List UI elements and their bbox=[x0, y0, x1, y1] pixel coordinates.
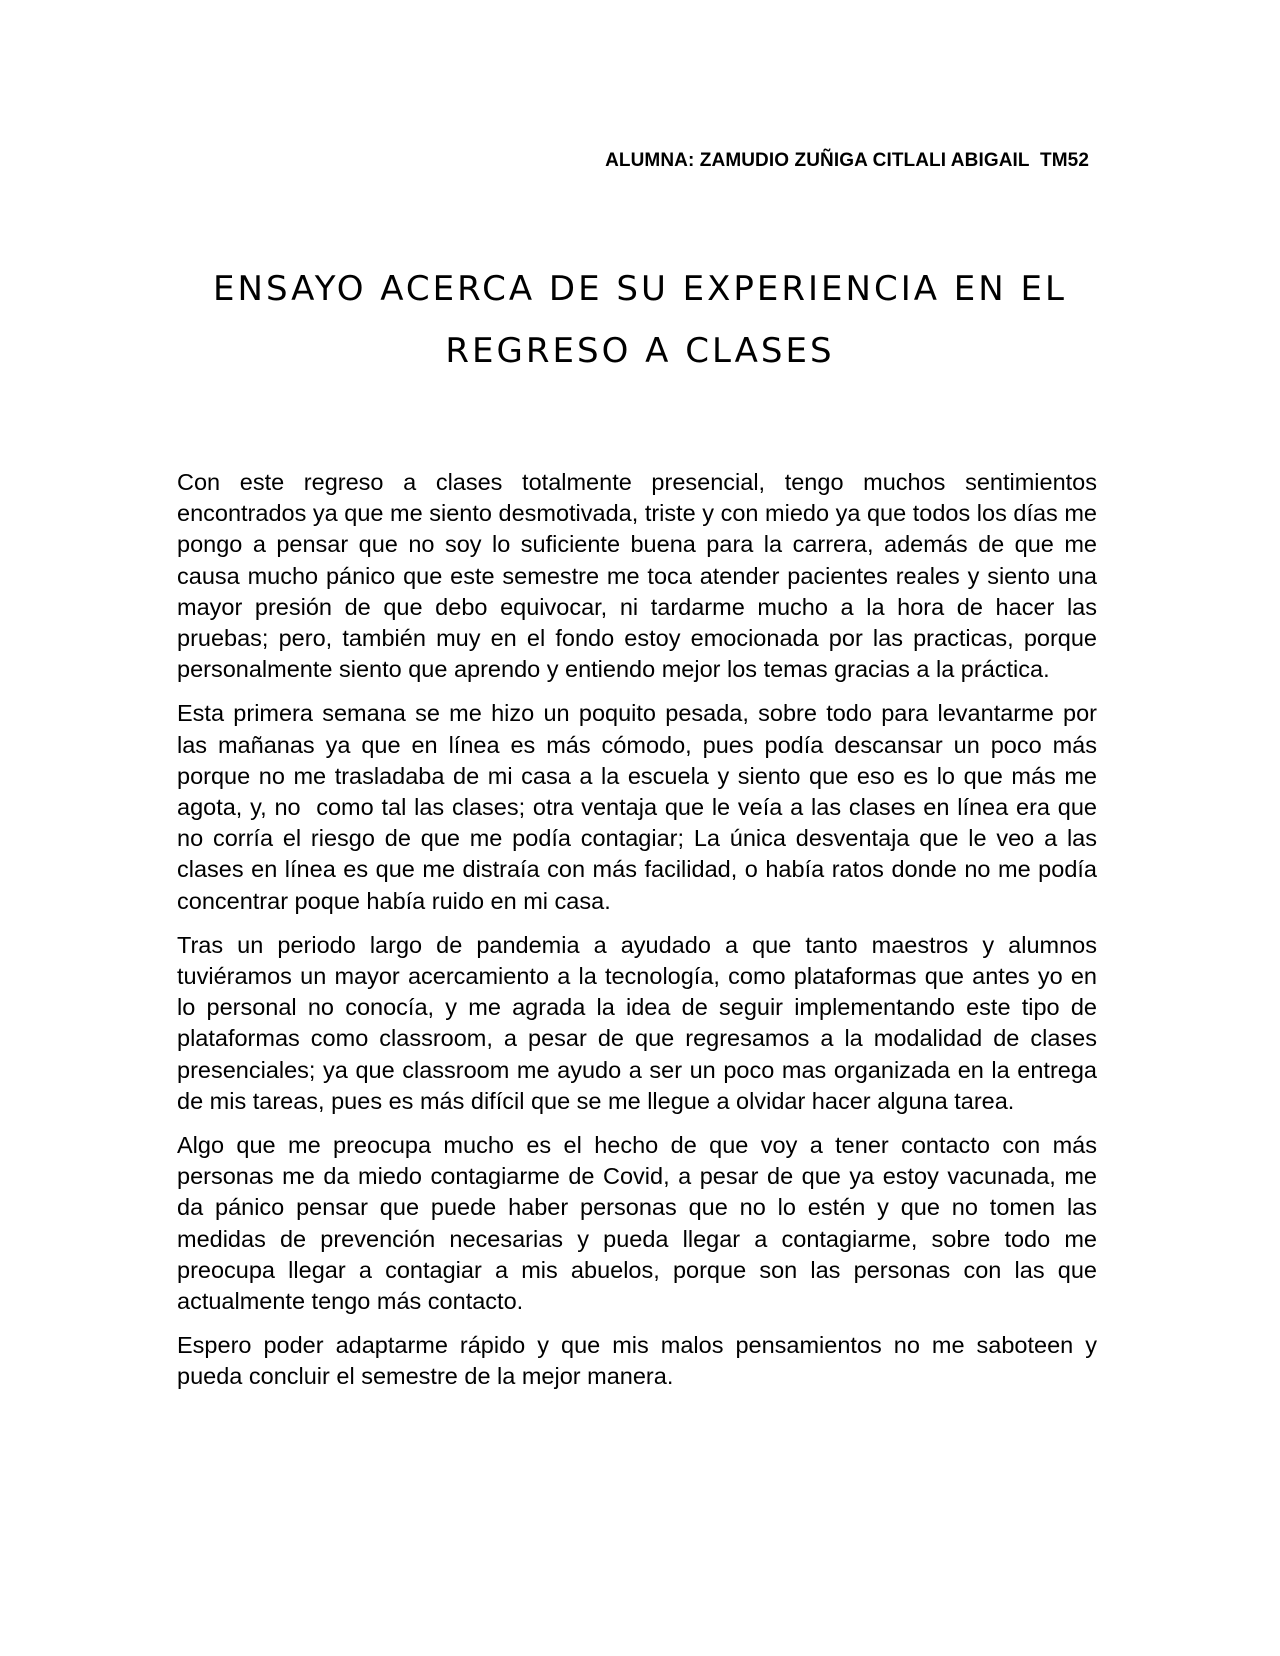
author-line: ALUMNA: ZAMUDIO ZUÑIGA CITLALI ABIGAIL TM52 bbox=[605, 150, 1089, 171]
essay-body bbox=[177, 467, 1104, 1406]
document-title bbox=[150, 258, 1130, 382]
title-line-2: REGRESO A CLASES bbox=[445, 331, 835, 371]
paragraph-3: Tras un periodo largo de pandemia a ayudado a que tanto maestros y alumnos tuviéramos un mayor acercamiento a la tecnología, como plataformas que antes yo en lo personal no conocía, y me agrada la idea de seguir implementando este tipo de plataformas como classroom, a pesar de que regresamos a la modalidad de clases presenciales; ya que classroom me ayudo a ser un poco mas organizada en la entrega de mis tareas, pues es más difícil que se me llegue a olvidar hacer alguna tarea. bbox=[177, 931, 1104, 1114]
title-line-1: ENSAYO ACERCA DE SU EXPERIENCIA EN EL bbox=[213, 269, 1067, 309]
paragraph-2: Esta primera semana se me hizo un poquito pesada, sobre todo para levantarme por las mañanas ya que en línea es más cómodo, pues podía descansar un poco más porque no me trasladaba de mi casa a la escuela y siento que eso es lo que más me agota, y, no como tal las clases; otra ventaja que le veía a las clases en línea era que no corría el riesgo de que me podía contagiar; La única desventaja que le veo a las clases en línea es que me distraía con más facilidad, o había ratos donde no me podía concentrar poque había ruido en mi casa. bbox=[177, 700, 1104, 914]
paragraph-5: Espero poder adaptarme rápido y que mis malos pensamientos no me saboteen y pueda concluir el semestre de la mejor manera. bbox=[177, 1332, 1104, 1390]
paragraph-1: Con este regreso a clases totalmente presencial, tengo muchos sentimientos encontrados ya que me siento desmotivada, triste y con miedo ya que todos los días me pongo a pensar que no soy lo suficiente buena para la carrera, además de que me causa mucho pánico que este semestre me toca atender pacientes reales y siento una mayor presión de que debo equivocar, ni tardarme mucho a la hora de hacer las pruebas; pero, también muy en el fondo estoy emocionada por las practicas, porque personalmente siento que aprendo y entiendo mejor los temas gracias a la práctica. bbox=[177, 469, 1104, 683]
paragraph-4: Algo que me preocupa mucho es el hecho de que voy a tener contacto con más personas me da miedo contagiarme de Covid, a pesar de que ya estoy vacunada, me da pánico pensar que puede haber personas que no lo estén y que no tomen las medidas de prevención necesarias y pueda llegar a contagiarme, sobre todo me preocupa llegar a contagiar a mis abuelos, porque son las personas con las que actualmente tengo más contacto. bbox=[177, 1132, 1104, 1315]
